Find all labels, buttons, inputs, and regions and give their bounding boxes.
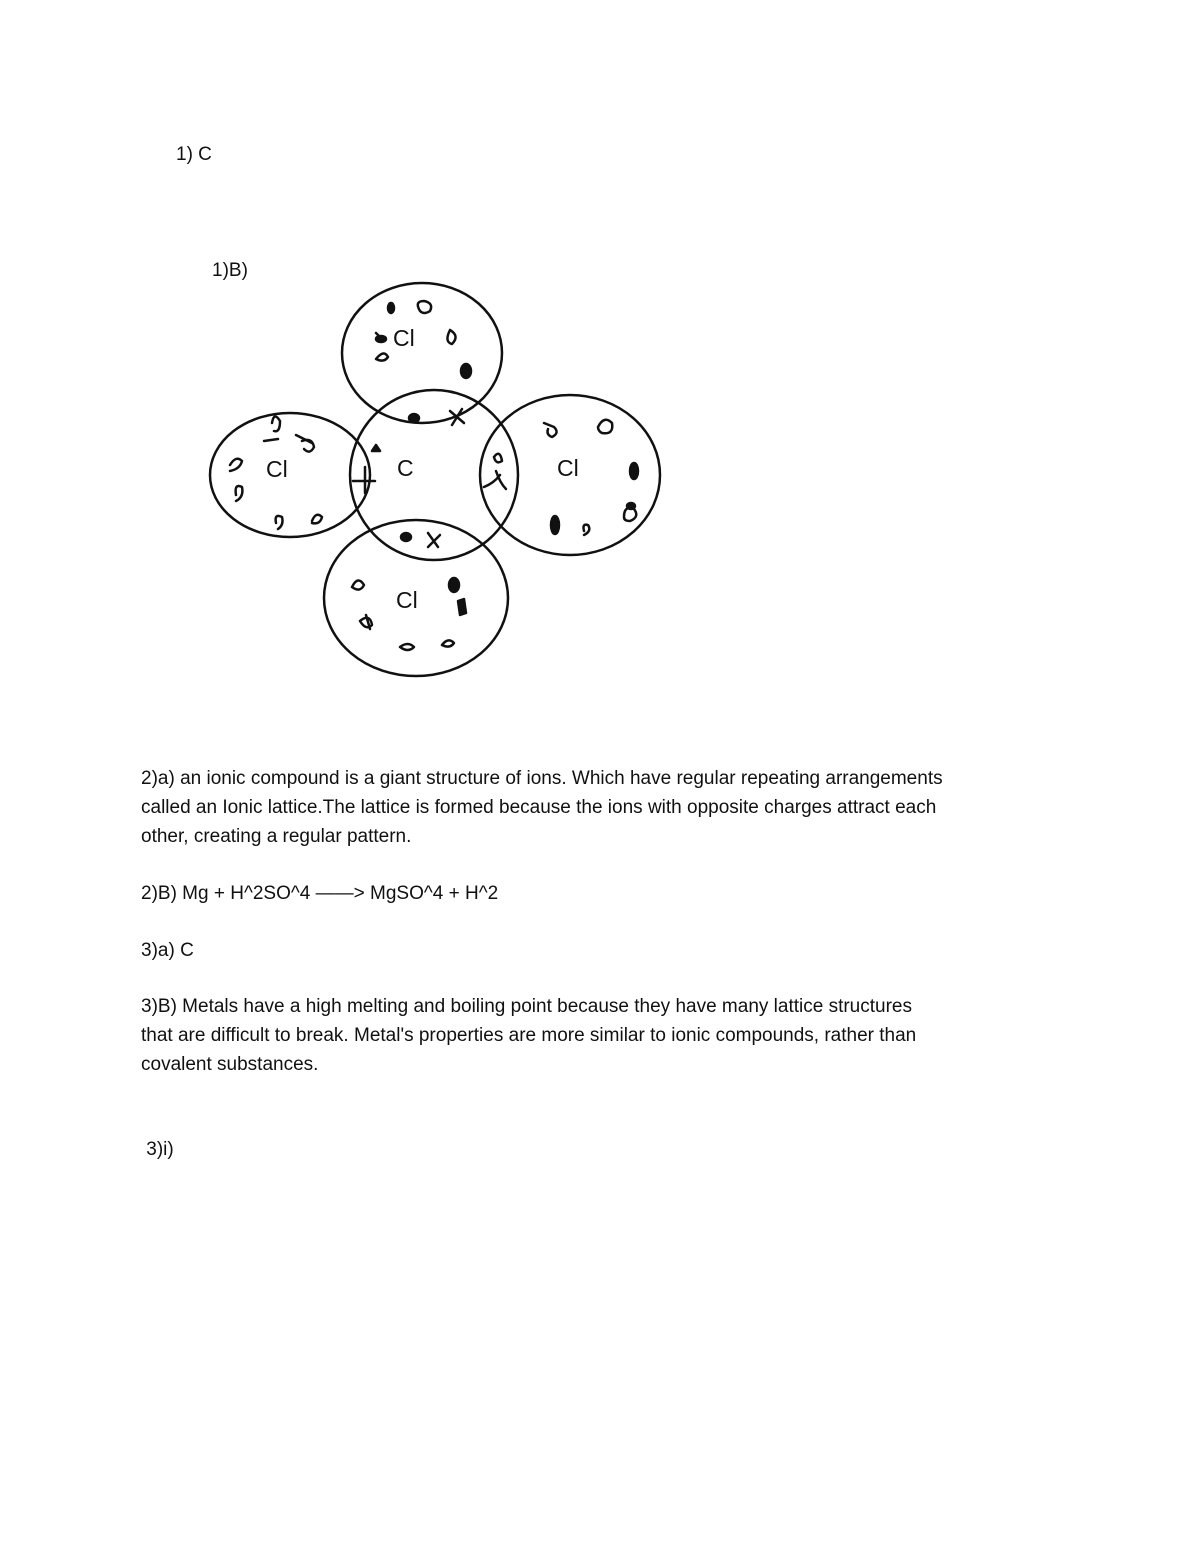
answer-2b: 2)B) Mg + H^2SO^4 ——> MgSO^4 + H^2 [141,883,499,904]
dot-cross-diagram [200,275,680,695]
chlorine-left-shell [210,413,370,537]
answer-1b: 1)B) [212,260,248,281]
chlorine-top-label: Cl [393,325,415,351]
answer-2a-line: other, creating a regular pattern. [141,826,412,847]
answer-2a [141,764,1061,851]
carbon-label: C [397,455,414,481]
answer-2a-line: called an Ionic lattice.The lattice is formed because the ions with opposite charges attract each [141,797,937,818]
answer-3b-line: covalent substances. [141,1054,319,1075]
answer-2a-line: 2)a) an ionic compound is a giant structure of ions. Which have regular repeating arrangements [141,768,943,789]
answer-3a: 3)a) C [141,940,194,961]
answer-3b-line: that are difficult to break. Metal's properties are more similar to ionic compounds, rather than [141,1025,917,1046]
answer-1a: 1) C [176,144,212,165]
answer-3b [141,992,1061,1079]
chlorine-right-label: Cl [557,455,579,481]
chlorine-bottom-label: Cl [396,587,418,613]
carbon-shell [350,390,518,560]
answer-3i: 3)i) [141,1139,174,1160]
chlorine-left-label: Cl [266,456,288,482]
answer-3b-line: 3)B) Metals have a high melting and boiling point because they have many lattice structures [141,996,912,1017]
